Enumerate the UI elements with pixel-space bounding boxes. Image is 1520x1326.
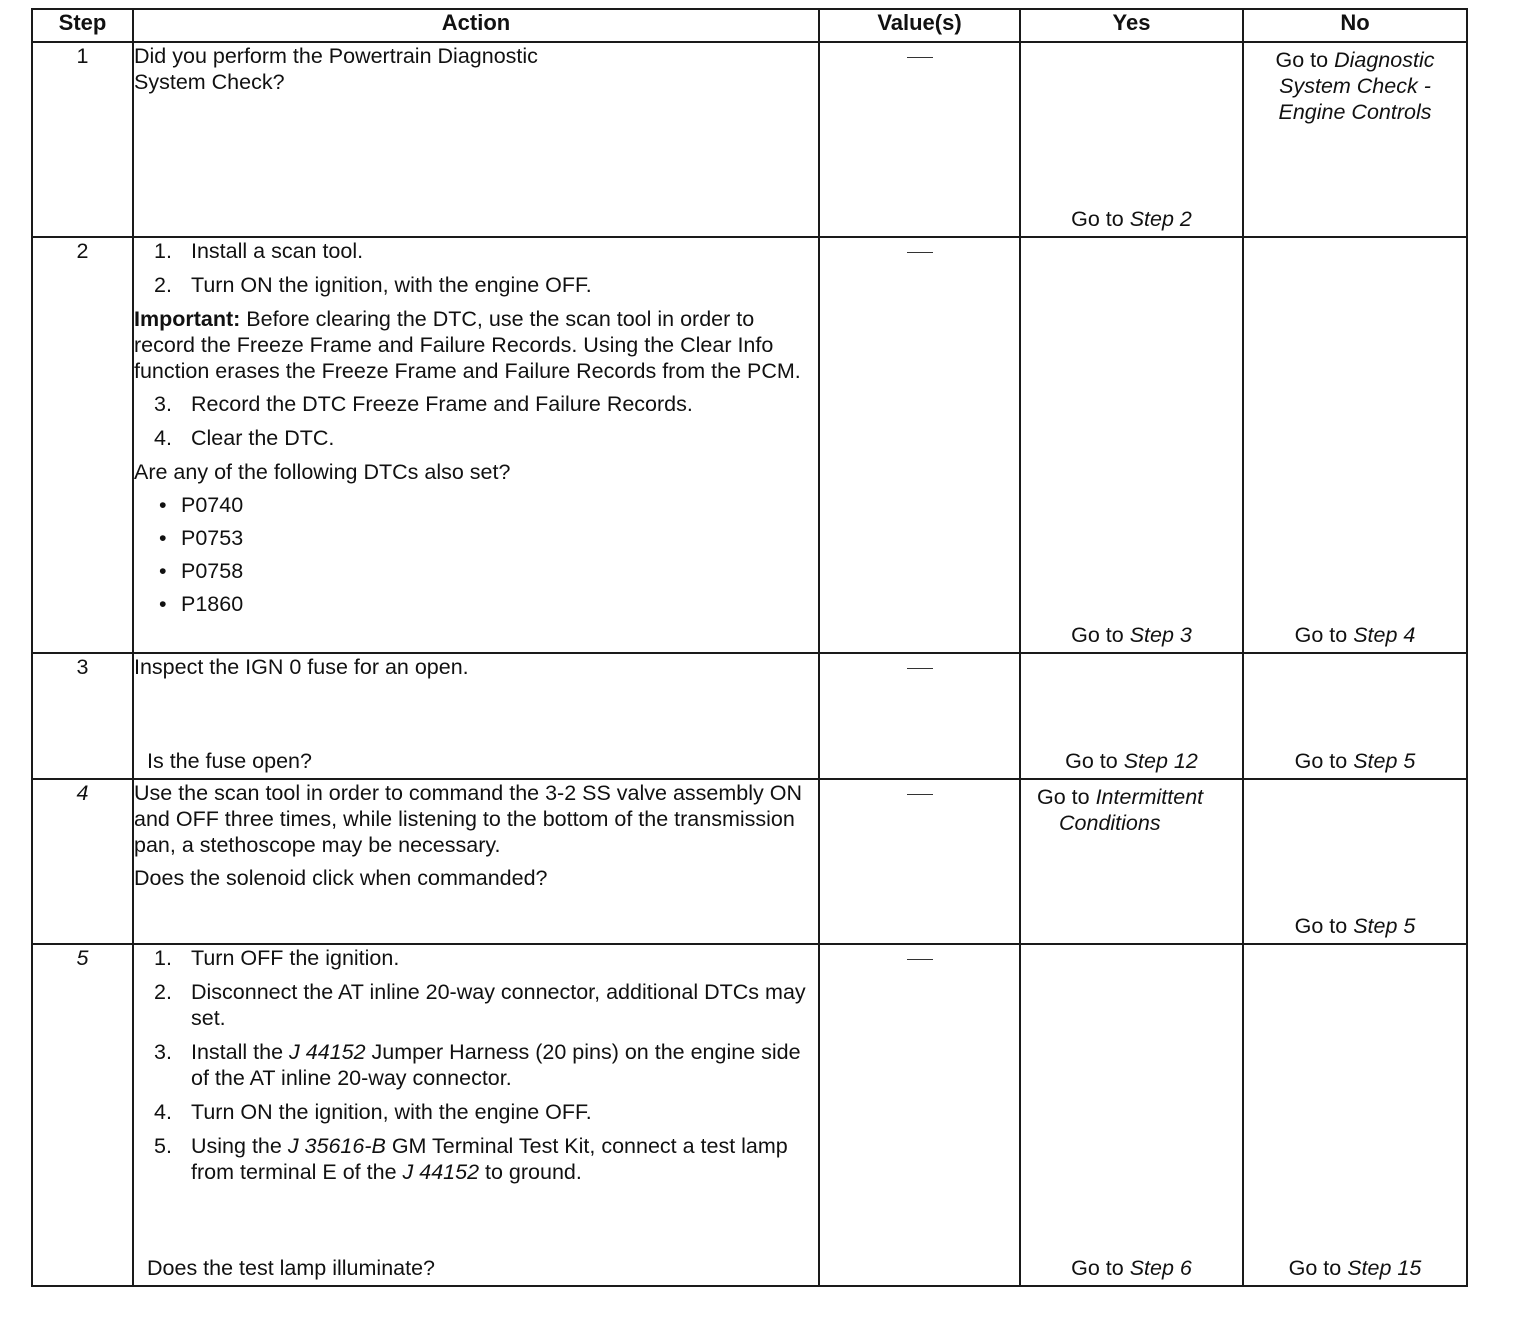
- list-item: • P0753: [159, 526, 244, 550]
- action-cell: [133, 944, 819, 1286]
- numbered-steps: [134, 945, 818, 1185]
- yes-link[interactable]: Go to Step 6: [1071, 1256, 1192, 1280]
- question-text: Does the test lamp illuminate?: [147, 1256, 436, 1280]
- list-item: 4. Turn ON the ignition, with the engine OFF.: [154, 1100, 592, 1124]
- header-step: Step: [32, 9, 133, 42]
- list-item: 4. Clear the DTC.: [154, 426, 335, 450]
- numbered-steps: [134, 391, 818, 451]
- header-action: Action: [133, 9, 819, 42]
- no-link[interactable]: Go to Diagnostic System Check - Engine Controls: [1275, 48, 1435, 124]
- numbered-steps: [134, 238, 818, 298]
- no-link[interactable]: Go to Step 15: [1288, 1256, 1422, 1280]
- value-dash: [907, 668, 933, 669]
- action-cell: [133, 653, 819, 779]
- question-text: Does the solenoid click when commanded?: [134, 866, 548, 890]
- dtc-list: [134, 492, 818, 617]
- list-item: • P0758: [159, 559, 244, 583]
- table-row: [32, 779, 1467, 944]
- action-text: System Check?: [134, 70, 285, 94]
- header-values: Value(s): [819, 9, 1020, 42]
- table-row: [32, 237, 1467, 653]
- action-text: Did you perform the Powertrain Diagnostic: [134, 44, 538, 68]
- yes-link[interactable]: Go to Intermittent Conditions: [1037, 785, 1204, 835]
- no-cell: [1243, 237, 1467, 653]
- yes-link[interactable]: Go to Step 3: [1071, 623, 1192, 647]
- yes-cell: [1020, 653, 1243, 779]
- no-link[interactable]: Go to Step 4: [1294, 623, 1416, 647]
- value-dash: [907, 959, 933, 960]
- list-item: 1. Turn OFF the ignition.: [154, 946, 400, 970]
- list-item: • P0740: [159, 493, 244, 517]
- value-cell: [819, 779, 1020, 944]
- action-text: Use the scan tool in order to command the 3-2 SS valve assembly ON and OFF three times, while listening to the bottom of the transmission pan, a stethoscope may be necessary.: [134, 781, 803, 857]
- action-cell: [133, 237, 819, 653]
- header-no: No: [1243, 9, 1467, 42]
- list-item: 2. Disconnect the AT inline 20-way connector, additional DTCs may set.: [154, 980, 806, 1030]
- yes-link[interactable]: Go to Step 2: [1071, 207, 1192, 231]
- list-item: 2. Turn ON the ignition, with the engine OFF.: [154, 273, 592, 297]
- list-item: 1. Install a scan tool.: [154, 239, 364, 263]
- action-cell: [133, 42, 819, 237]
- value-cell: [819, 42, 1020, 237]
- list-item: • P1860: [159, 592, 244, 616]
- no-cell: [1243, 42, 1467, 237]
- table-row: [32, 42, 1467, 237]
- no-cell: [1243, 779, 1467, 944]
- action-cell: [133, 779, 819, 944]
- no-cell: [1243, 944, 1467, 1286]
- yes-cell: [1020, 42, 1243, 237]
- yes-cell: [1020, 944, 1243, 1286]
- value-cell: [819, 237, 1020, 653]
- question-text: Is the fuse open?: [147, 749, 312, 773]
- important-note: Important: Before clearing the DTC, use the scan tool in order to record the Freeze Frame and Failure Records. Using the Clear Info function erases the Freeze Frame and Failure Records from the PCM.: [134, 307, 801, 383]
- yes-link[interactable]: Go to Step 12: [1065, 749, 1198, 773]
- diagnostic-table: [31, 8, 1468, 1287]
- question-text: Are any of the following DTCs also set?: [134, 460, 511, 484]
- value-cell: [819, 653, 1020, 779]
- step-number: 5: [32, 944, 133, 1286]
- yes-cell: [1020, 779, 1243, 944]
- list-item: 3. Record the DTC Freeze Frame and Failure Records.: [154, 392, 693, 416]
- value-dash: [907, 252, 933, 253]
- no-link[interactable]: Go to Step 5: [1294, 914, 1416, 938]
- yes-cell: [1020, 237, 1243, 653]
- table-row: [32, 653, 1467, 779]
- header-row: [32, 9, 1467, 42]
- list-item: 5. Using the J 35616-B GM Terminal Test Kit, connect a test lamp from terminal E of the J 44152 to ground.: [154, 1134, 788, 1184]
- step-number: 1: [32, 42, 133, 237]
- value-cell: [819, 944, 1020, 1286]
- no-cell: [1243, 653, 1467, 779]
- no-link[interactable]: Go to Step 5: [1294, 749, 1416, 773]
- action-text: Inspect the IGN 0 fuse for an open.: [134, 655, 469, 679]
- list-item: 3. Install the J 44152 Jumper Harness (20 pins) on the engine side of the AT inline 20-way connector.: [154, 1040, 801, 1090]
- table-row: [32, 944, 1467, 1286]
- header-yes: Yes: [1020, 9, 1243, 42]
- value-dash: [907, 57, 933, 58]
- step-number: 3: [32, 653, 133, 779]
- step-number: 4: [32, 779, 133, 944]
- value-dash: [907, 794, 933, 795]
- step-number: 2: [32, 237, 133, 653]
